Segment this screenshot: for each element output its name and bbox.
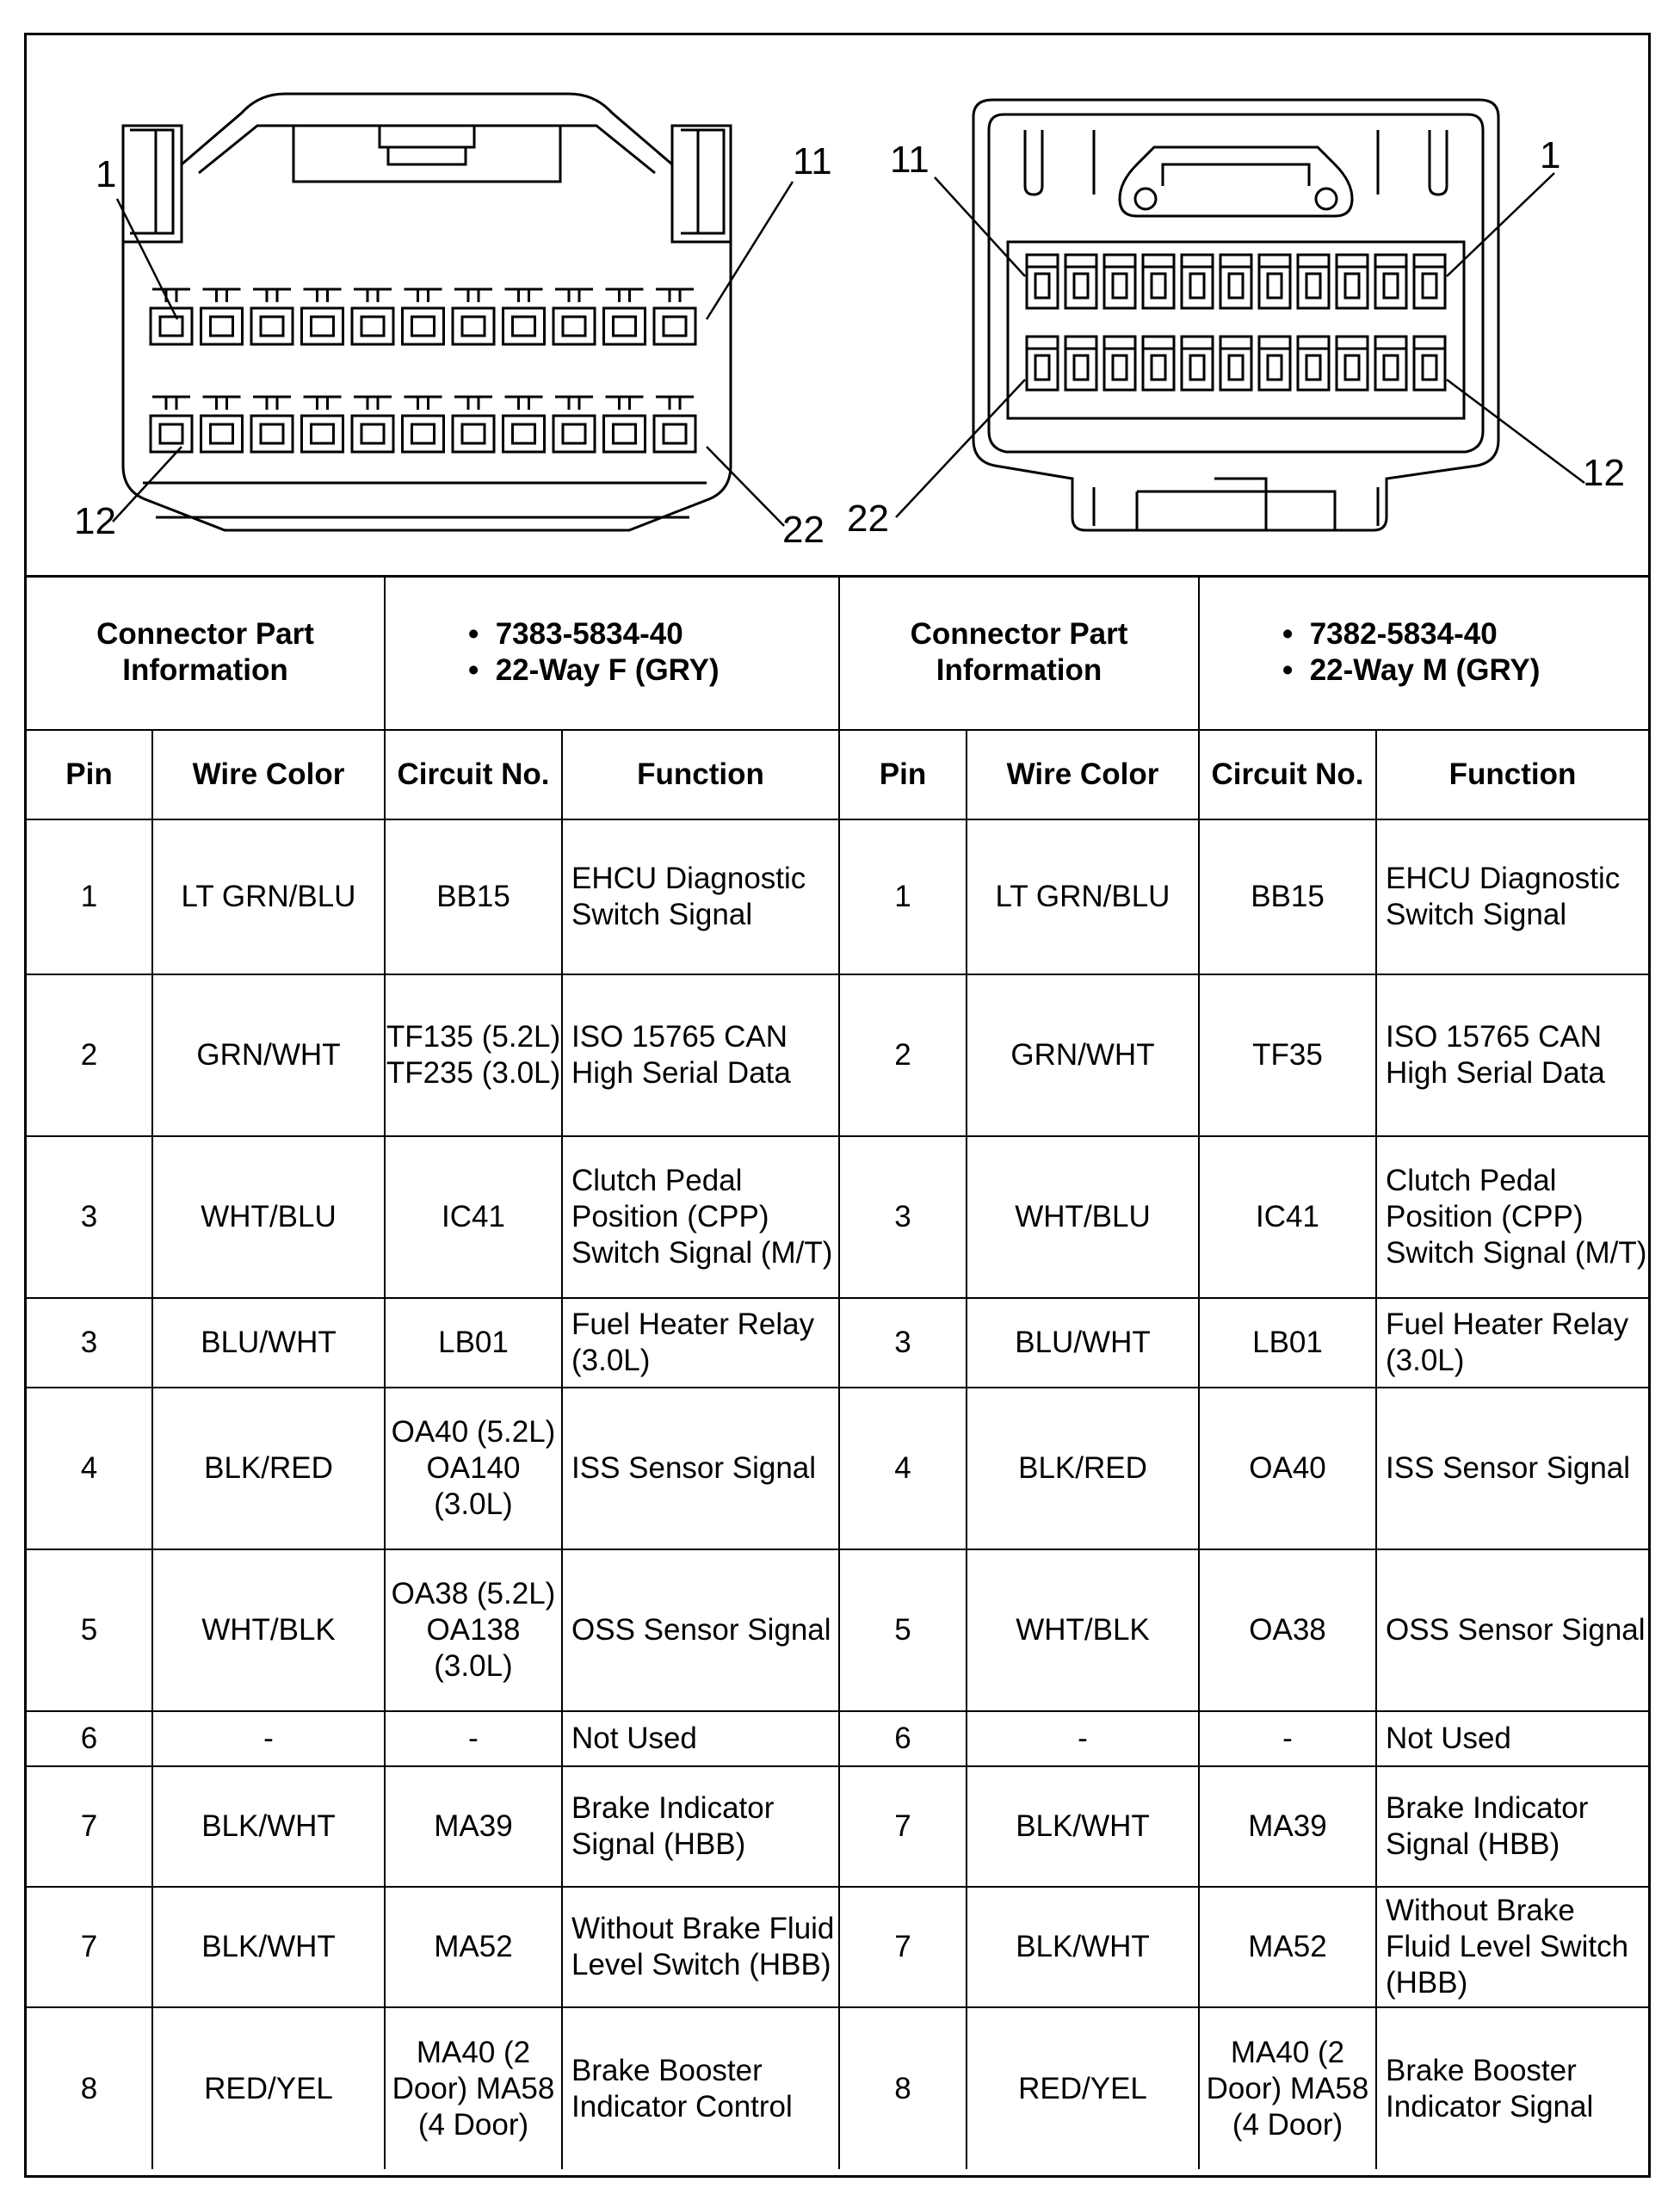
cell-pin-left: 1 xyxy=(27,819,152,974)
cell-pin-right: 8 xyxy=(839,2007,967,2169)
cell-wire-color-left: BLK/WHT xyxy=(152,1887,385,2007)
callout-right-pin-11: 11 xyxy=(890,139,930,181)
pinout-table xyxy=(27,575,1648,2169)
cell-function-left: Not Used xyxy=(562,1711,839,1766)
table-row xyxy=(27,1766,1648,1887)
cell-wire-color-left: RED/YEL xyxy=(152,2007,385,2169)
cell-wire-color-right: WHT/BLK xyxy=(967,1549,1199,1711)
callout-right-pin-1: 1 xyxy=(1540,134,1561,176)
cell-wire-color-right: BLK/WHT xyxy=(967,1766,1199,1887)
leader-line-right-1 xyxy=(1447,173,1554,276)
cavity-right-11 xyxy=(1414,255,1445,308)
right-part-number: 7382-5834-40 xyxy=(1309,616,1498,651)
leader-line-left-1 xyxy=(117,199,177,319)
left-part-type: 22-Way F (GRY) xyxy=(495,652,720,687)
cell-circuit-left: MA39 xyxy=(385,1766,562,1887)
cavity-left-9 xyxy=(553,289,595,344)
cell-circuit-left: OA40 (5.2L) OA140 (3.0L) xyxy=(385,1388,562,1549)
cavity-left-17 xyxy=(403,397,444,452)
connector-drawings xyxy=(27,35,1648,575)
table-row xyxy=(27,2007,1648,2169)
left-info-label: Connector Part Information xyxy=(27,575,385,730)
header-pin-right: Pin xyxy=(839,730,967,819)
table-row xyxy=(27,1549,1648,1711)
cell-wire-color-left: BLK/RED xyxy=(152,1388,385,1549)
cell-pin-left: 4 xyxy=(27,1388,152,1549)
table-row xyxy=(27,1298,1648,1388)
cell-function-right: ISS Sensor Signal xyxy=(1376,1388,1648,1549)
cavity-left-8 xyxy=(503,289,545,344)
header-circuit-right: Circuit No. xyxy=(1199,730,1376,819)
cell-pin-left: 8 xyxy=(27,2007,152,2169)
cell-function-left: Without Brake Fluid Level Switch (HBB) xyxy=(562,1887,839,2007)
left-connector-cavities xyxy=(151,289,695,452)
bullet-icon: • xyxy=(1282,616,1294,651)
header-wire-color-right: Wire Color xyxy=(967,730,1199,819)
cell-function-right: Fuel Heater Relay (3.0L) xyxy=(1376,1298,1648,1388)
cavity-right-9 xyxy=(1337,255,1368,308)
cavity-left-11 xyxy=(654,289,695,344)
cell-circuit-left: LB01 xyxy=(385,1298,562,1388)
cell-circuit-right: TF35 xyxy=(1199,974,1376,1136)
cell-function-right: EHCU Diagnostic Switch Signal xyxy=(1376,819,1648,974)
callout-left-pin-12: 12 xyxy=(74,500,116,542)
cavity-right-13 xyxy=(1065,337,1096,390)
leader-line-right-11 xyxy=(935,177,1025,276)
cell-wire-color-left: WHT/BLU xyxy=(152,1136,385,1298)
right-connector-cavities xyxy=(1027,255,1445,390)
cavity-right-7 xyxy=(1259,255,1290,308)
left-part-info xyxy=(385,575,839,730)
right-part-info xyxy=(1199,575,1648,730)
cavity-left-20 xyxy=(553,397,595,452)
cavity-right-22 xyxy=(1414,337,1445,390)
cavity-right-12 xyxy=(1027,337,1058,390)
connector-info-row xyxy=(27,575,1648,730)
table-row xyxy=(27,1388,1648,1549)
cavity-left-14 xyxy=(251,397,293,452)
cell-wire-color-right: BLU/WHT xyxy=(967,1298,1199,1388)
cavity-right-17 xyxy=(1220,337,1251,390)
table-row xyxy=(27,1887,1648,2007)
cell-pin-left: 3 xyxy=(27,1298,152,1388)
bullet-icon: • xyxy=(468,616,479,651)
cell-function-left: ISS Sensor Signal xyxy=(562,1388,839,1549)
cell-wire-color-right: LT GRN/BLU xyxy=(967,819,1199,974)
cell-pin-left: 7 xyxy=(27,1887,152,2007)
right-connector-drawing xyxy=(973,100,1498,530)
cavity-right-15 xyxy=(1143,337,1174,390)
cell-function-right: Not Used xyxy=(1376,1711,1648,1766)
cell-circuit-left: MA40 (2 Door) MA58 (4 Door) xyxy=(385,2007,562,2169)
cell-function-right: OSS Sensor Signal xyxy=(1376,1549,1648,1711)
cavity-left-16 xyxy=(352,397,393,452)
cell-circuit-left: IC41 xyxy=(385,1136,562,1298)
bullet-icon: • xyxy=(468,652,479,687)
cavity-right-14 xyxy=(1104,337,1135,390)
cell-wire-color-left: BLK/WHT xyxy=(152,1766,385,1887)
cell-circuit-right: OA40 xyxy=(1199,1388,1376,1549)
cavity-left-19 xyxy=(503,397,545,452)
cell-wire-color-left: BLU/WHT xyxy=(152,1298,385,1388)
cell-pin-left: 2 xyxy=(27,974,152,1136)
cell-pin-right: 6 xyxy=(839,1711,967,1766)
cell-function-left: EHCU Diagnostic Switch Signal xyxy=(562,819,839,974)
table-row xyxy=(27,1136,1648,1298)
table-row xyxy=(27,1711,1648,1766)
cell-wire-color-left: LT GRN/BLU xyxy=(152,819,385,974)
header-pin-left: Pin xyxy=(27,730,152,819)
connector-end-view-figure xyxy=(27,35,1648,578)
cavity-left-2 xyxy=(201,289,243,344)
cell-function-right: ISO 15765 CAN High Serial Data xyxy=(1376,974,1648,1136)
cell-circuit-left: BB15 xyxy=(385,819,562,974)
leader-line-left-22 xyxy=(707,447,784,526)
cell-pin-left: 6 xyxy=(27,1711,152,1766)
cavity-right-8 xyxy=(1298,255,1329,308)
cavity-left-12 xyxy=(151,397,192,452)
cavity-left-18 xyxy=(453,397,494,452)
table-row xyxy=(27,974,1648,1136)
cell-circuit-left: MA52 xyxy=(385,1887,562,2007)
cell-circuit-right: OA38 xyxy=(1199,1549,1376,1711)
left-part-number: 7383-5834-40 xyxy=(495,616,683,651)
cell-circuit-right: BB15 xyxy=(1199,819,1376,974)
cavity-left-22 xyxy=(654,397,695,452)
cavity-left-10 xyxy=(604,289,645,344)
cavity-right-16 xyxy=(1182,337,1213,390)
cell-pin-right: 7 xyxy=(839,1766,967,1887)
cavity-right-5 xyxy=(1182,255,1213,308)
cavity-left-6 xyxy=(403,289,444,344)
left-connector-drawing xyxy=(123,94,731,530)
callout-right-pin-22: 22 xyxy=(847,498,889,540)
cell-pin-left: 5 xyxy=(27,1549,152,1711)
cavity-right-20 xyxy=(1337,337,1368,390)
cavity-left-13 xyxy=(201,397,243,452)
cavity-right-10 xyxy=(1375,255,1406,308)
cell-function-left: Clutch Pedal Position (CPP) Switch Signal (M/T) xyxy=(562,1136,839,1298)
cell-circuit-right: MA40 (2 Door) MA58 (4 Door) xyxy=(1199,2007,1376,2169)
cavity-right-21 xyxy=(1375,337,1406,390)
cell-function-left: Fuel Heater Relay (3.0L) xyxy=(562,1298,839,1388)
cavity-right-4 xyxy=(1143,255,1174,308)
cell-pin-right: 5 xyxy=(839,1549,967,1711)
cavity-left-7 xyxy=(453,289,494,344)
callout-left-pin-11: 11 xyxy=(793,140,832,182)
connector-end-view-sheet xyxy=(24,33,1651,2178)
header-circuit-left: Circuit No. xyxy=(385,730,562,819)
column-header-row xyxy=(27,730,1648,819)
cell-circuit-left: OA38 (5.2L) OA138 (3.0L) xyxy=(385,1549,562,1711)
cell-wire-color-right: RED/YEL xyxy=(967,2007,1199,2169)
cell-wire-color-left: - xyxy=(152,1711,385,1766)
cell-function-right: Brake Indicator Signal (HBB) xyxy=(1376,1766,1648,1887)
table-row xyxy=(27,819,1648,974)
cell-wire-color-right: BLK/WHT xyxy=(967,1887,1199,2007)
cell-pin-left: 7 xyxy=(27,1766,152,1887)
cell-circuit-left: TF135 (5.2L) TF235 (3.0L) xyxy=(385,974,562,1136)
callout-right-pin-12: 12 xyxy=(1583,452,1625,494)
callout-left-pin-22: 22 xyxy=(782,509,825,551)
cavity-left-5 xyxy=(352,289,393,344)
cell-pin-right: 1 xyxy=(839,819,967,974)
cell-function-right: Clutch Pedal Position (CPP) Switch Signal (M/T) xyxy=(1376,1136,1648,1298)
right-part-type: 22-Way M (GRY) xyxy=(1309,652,1541,687)
cavity-right-6 xyxy=(1220,255,1251,308)
cavity-right-2 xyxy=(1065,255,1096,308)
cavity-left-15 xyxy=(302,397,343,452)
cell-function-right: Brake Booster Indicator Signal xyxy=(1376,2007,1648,2169)
bullet-icon: • xyxy=(1282,652,1294,687)
cell-pin-left: 3 xyxy=(27,1136,152,1298)
cell-function-left: Brake Indicator Signal (HBB) xyxy=(562,1766,839,1887)
cavity-left-4 xyxy=(302,289,343,344)
leader-line-left-11 xyxy=(707,182,793,319)
leader-line-right-22 xyxy=(896,380,1025,517)
cavity-left-21 xyxy=(604,397,645,452)
cell-wire-color-right: GRN/WHT xyxy=(967,974,1199,1136)
cell-circuit-right: IC41 xyxy=(1199,1136,1376,1298)
callout-left-pin-1: 1 xyxy=(96,153,117,195)
cell-function-left: ISO 15765 CAN High Serial Data xyxy=(562,974,839,1136)
cell-wire-color-right: BLK/RED xyxy=(967,1388,1199,1549)
header-function-right: Function xyxy=(1376,730,1648,819)
cavity-right-19 xyxy=(1298,337,1329,390)
cell-wire-color-right: WHT/BLU xyxy=(967,1136,1199,1298)
cell-circuit-left: - xyxy=(385,1711,562,1766)
cell-circuit-right: LB01 xyxy=(1199,1298,1376,1388)
cell-circuit-right: MA39 xyxy=(1199,1766,1376,1887)
cell-pin-right: 3 xyxy=(839,1298,967,1388)
cavity-left-1 xyxy=(151,289,192,344)
cell-pin-right: 3 xyxy=(839,1136,967,1298)
cavity-right-3 xyxy=(1104,255,1135,308)
cell-pin-right: 4 xyxy=(839,1388,967,1549)
cell-function-left: Brake Booster Indicator Control xyxy=(562,2007,839,2169)
header-function-left: Function xyxy=(562,730,839,819)
cavity-right-1 xyxy=(1027,255,1058,308)
cell-circuit-right: - xyxy=(1199,1711,1376,1766)
cell-pin-right: 7 xyxy=(839,1887,967,2007)
right-info-label: Connector Part Information xyxy=(839,575,1199,730)
cell-wire-color-left: GRN/WHT xyxy=(152,974,385,1136)
cell-function-left: OSS Sensor Signal xyxy=(562,1549,839,1711)
cavity-right-18 xyxy=(1259,337,1290,390)
cavity-left-3 xyxy=(251,289,293,344)
cell-circuit-right: MA52 xyxy=(1199,1887,1376,2007)
cell-pin-right: 2 xyxy=(839,974,967,1136)
header-wire-color-left: Wire Color xyxy=(152,730,385,819)
cell-wire-color-left: WHT/BLK xyxy=(152,1549,385,1711)
cell-wire-color-right: - xyxy=(967,1711,1199,1766)
cell-function-right: Without Brake Fluid Level Switch (HBB) xyxy=(1376,1887,1648,2007)
